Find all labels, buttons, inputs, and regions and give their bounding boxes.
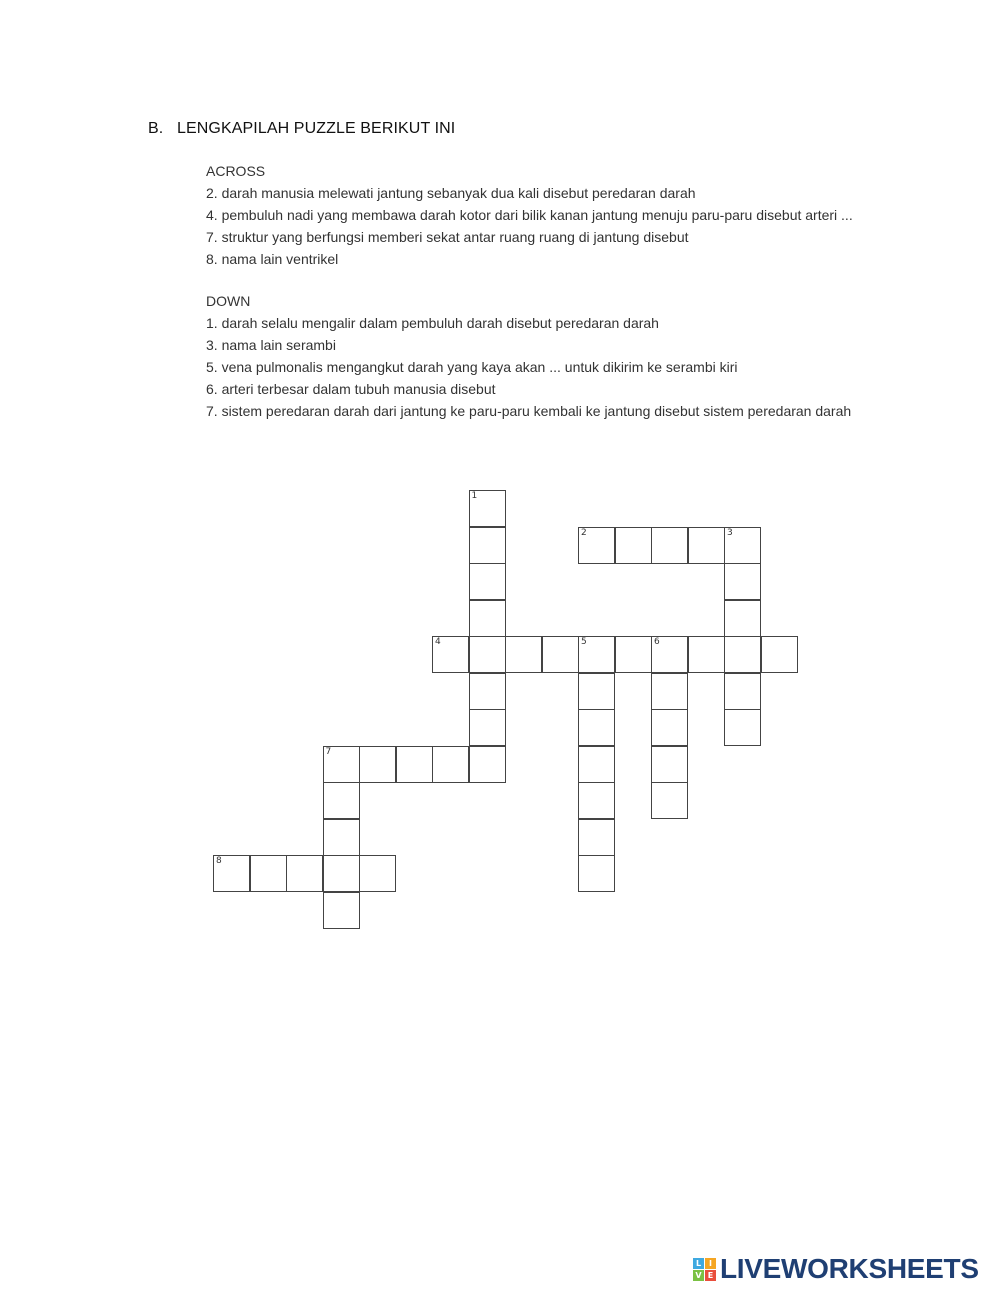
across-clue-list	[206, 182, 906, 270]
clue-number-label: 4	[435, 637, 441, 647]
crossword-cell[interactable]	[469, 600, 506, 637]
crossword-cell[interactable]	[396, 746, 433, 783]
crossword-cell[interactable]	[469, 636, 506, 673]
liveworksheets-logo-mark	[693, 1258, 716, 1281]
crossword-cell[interactable]	[724, 673, 761, 710]
crossword-cell[interactable]	[250, 855, 287, 892]
section-number: B.	[148, 120, 164, 137]
crossword-cell[interactable]	[724, 527, 761, 564]
crossword-cell[interactable]	[578, 746, 615, 783]
clue-across-4: 4. pembuluh nadi yang membawa darah kotor dari bilik kanan jantung menuju paru-paru disebut arteri ...	[206, 207, 853, 223]
crossword-cell[interactable]	[213, 855, 250, 892]
crossword-cell[interactable]	[651, 709, 688, 746]
logo-tile: V	[693, 1270, 704, 1281]
clue-number-label: 5	[581, 637, 587, 647]
crossword-cell[interactable]	[761, 636, 798, 673]
across-clues	[206, 160, 906, 270]
crossword-cell[interactable]	[469, 709, 506, 746]
down-clue-list	[206, 312, 906, 422]
crossword-cell[interactable]	[724, 600, 761, 637]
crossword-cell[interactable]	[432, 636, 469, 673]
section-title	[148, 120, 455, 138]
crossword-cell[interactable]	[469, 527, 506, 564]
crossword-cell[interactable]	[359, 855, 396, 892]
clue-across-8: 8. nama lain ventrikel	[206, 251, 339, 267]
clue-across-7: 7. struktur yang berfungsi memberi sekat antar ruang ruang di jantung disebut	[206, 229, 689, 245]
down-clues	[206, 290, 906, 422]
crossword-cell[interactable]	[286, 855, 323, 892]
crossword-cell[interactable]	[615, 527, 652, 564]
crossword-cell[interactable]	[724, 563, 761, 600]
crossword-cell[interactable]	[578, 709, 615, 746]
clue-number-label: 8	[216, 856, 222, 866]
clue-down-3: 3. nama lain serambi	[206, 337, 336, 353]
crossword-cell[interactable]	[469, 490, 506, 527]
crossword-cell[interactable]	[359, 746, 396, 783]
crossword-cell[interactable]	[323, 782, 360, 819]
logo-tile: L	[693, 1258, 704, 1269]
down-heading: DOWN	[206, 293, 251, 309]
crossword-cell[interactable]	[469, 746, 506, 783]
crossword-cell[interactable]	[578, 636, 615, 673]
liveworksheets-logo	[693, 1254, 979, 1284]
clue-number-label: 1	[471, 491, 478, 501]
crossword-cell[interactable]	[323, 892, 360, 929]
clue-down-1: 1. darah selalu mengalir dalam pembuluh darah disebut peredaran darah	[206, 315, 659, 331]
crossword-cell[interactable]	[651, 527, 688, 564]
crossword-cell[interactable]	[542, 636, 579, 673]
crossword-cell[interactable]	[578, 855, 615, 892]
crossword-cell[interactable]	[469, 563, 506, 600]
brand-text: LIVEWORKSHEETS	[720, 1253, 979, 1284]
crossword-cell[interactable]	[724, 709, 761, 746]
logo-tile: I	[705, 1258, 716, 1269]
crossword-cell[interactable]	[578, 819, 615, 856]
crossword-cell[interactable]	[323, 746, 360, 783]
clue-down-7: 7. sistem peredaran darah dari jantung ke paru-paru kembali ke jantung disebut sistem peredaran darah	[206, 403, 852, 419]
clue-across-2: 2. darah manusia melewati jantung sebanyak dua kali disebut peredaran darah	[206, 185, 696, 201]
crossword-cell[interactable]	[323, 819, 360, 856]
crossword-cell[interactable]	[432, 746, 469, 783]
crossword-cell[interactable]	[651, 746, 688, 783]
crossword-cell[interactable]	[651, 636, 688, 673]
crossword-cell[interactable]	[323, 855, 360, 892]
clue-down-5: 5. vena pulmonalis mengangkut darah yang kaya akan ... untuk dikirim ke serambi kiri	[206, 359, 738, 375]
logo-tile: E	[705, 1270, 716, 1281]
crossword-cell[interactable]	[688, 527, 725, 564]
clue-down-6: 6. arteri terbesar dalam tubuh manusia disebut	[206, 381, 496, 397]
clue-number-label: 6	[654, 637, 660, 647]
crossword-cell[interactable]	[505, 636, 542, 673]
clue-number-label: 7	[325, 746, 332, 757]
section-title-text: LENGKAPILAH PUZZLE BERIKUT INI	[177, 120, 456, 137]
crossword-cell[interactable]	[578, 782, 615, 819]
crossword-cell[interactable]	[724, 636, 761, 673]
crossword-cell[interactable]	[615, 636, 652, 673]
crossword-cell[interactable]	[651, 673, 688, 710]
crossword-cell[interactable]	[578, 673, 615, 710]
crossword-cell[interactable]	[469, 673, 506, 710]
across-heading: ACROSS	[206, 163, 266, 179]
crossword-cell[interactable]	[651, 782, 688, 819]
crossword-cell[interactable]	[688, 636, 725, 673]
clue-number-label: 2	[581, 527, 587, 538]
crossword-cell[interactable]	[578, 527, 615, 564]
clue-number-label: 3	[727, 527, 733, 538]
